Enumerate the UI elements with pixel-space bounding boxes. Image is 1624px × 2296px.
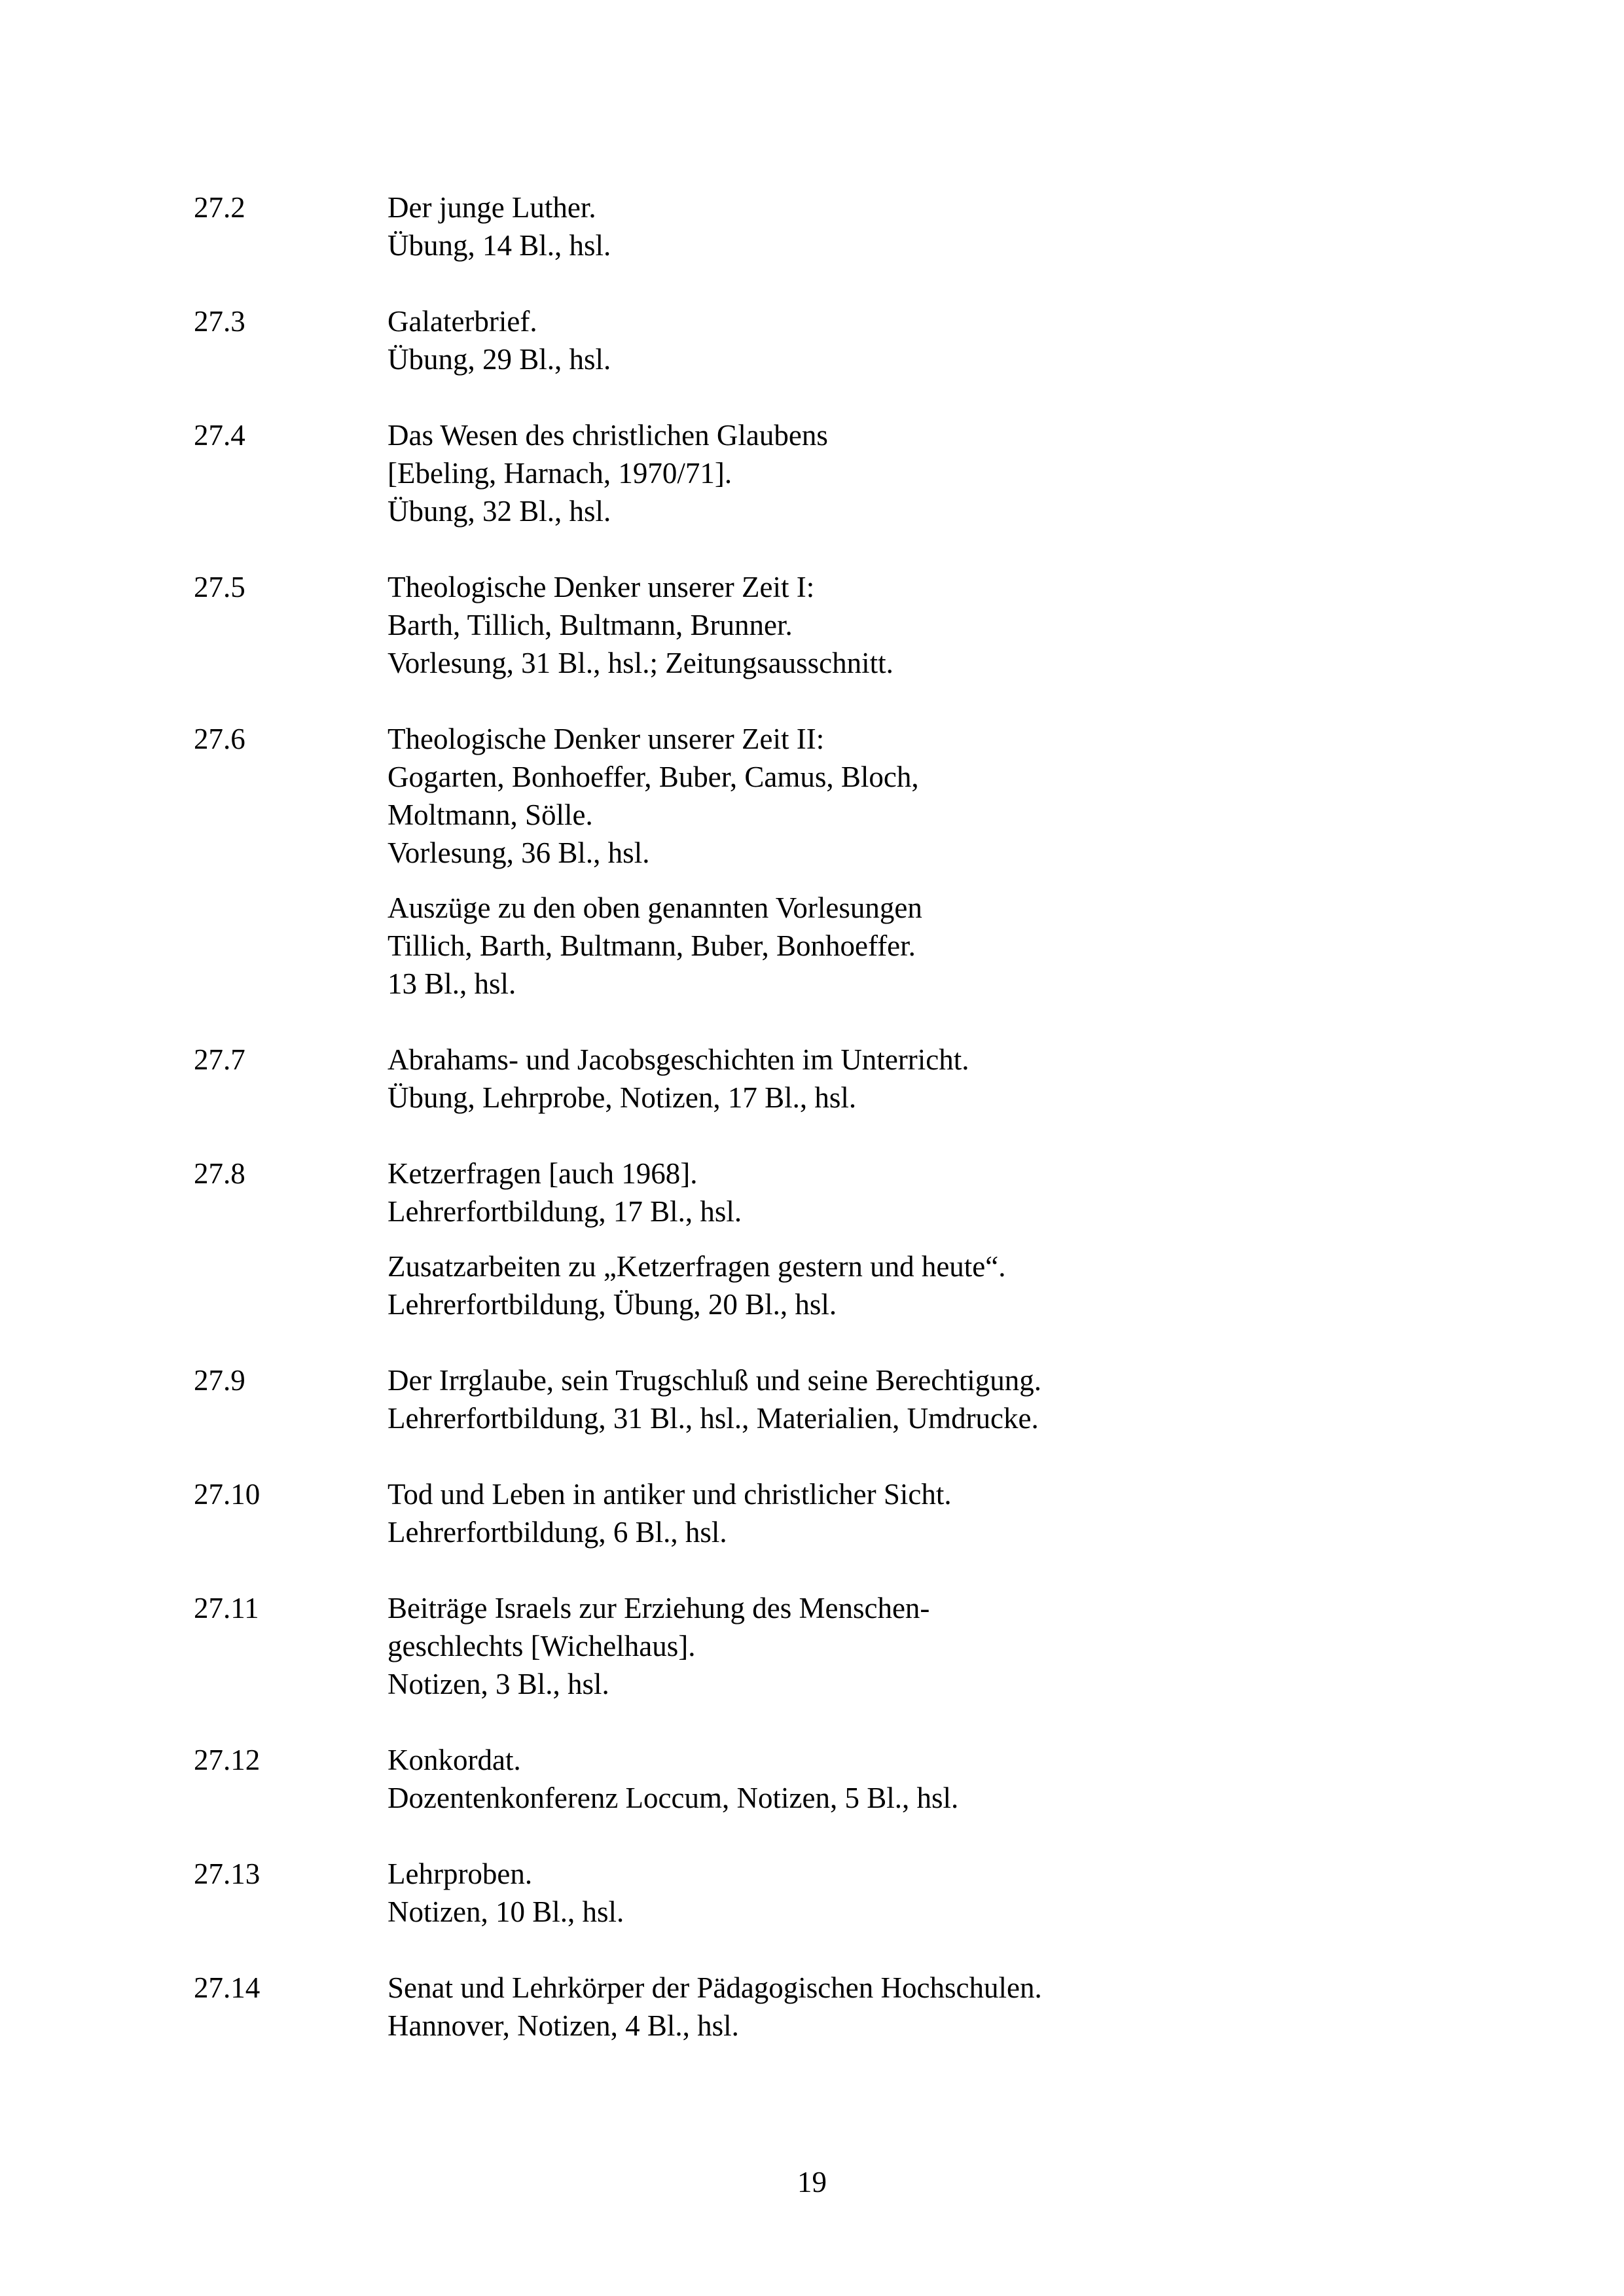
entry-number: 27.7 — [194, 1043, 245, 1076]
entry-line: Notizen, 10 Bl., hsl. — [388, 1895, 624, 1928]
entry-description — [388, 1041, 1437, 1117]
entry-line: Moltmann, Sölle. — [388, 798, 593, 831]
entry-block — [388, 416, 1437, 530]
entry-line: Tod und Leben in antiker und christlicher Sicht. — [388, 1478, 952, 1511]
entry-number: 27.14 — [194, 1971, 261, 2004]
entry-description — [388, 188, 1437, 264]
entry-line: Vorlesung, 36 Bl., hsl. — [388, 836, 650, 869]
entry-line: Übung, 32 Bl., hsl. — [388, 495, 611, 528]
entry-block — [388, 720, 1437, 872]
entry-line: Auszüge zu den oben genannten Vorlesungen — [388, 891, 922, 924]
entry-line: Übung, 29 Bl., hsl. — [388, 343, 611, 376]
entry-line: Lehrerfortbildung, 31 Bl., hsl., Materialien, Umdrucke. — [388, 1402, 1039, 1435]
entry-number: 27.6 — [194, 723, 245, 755]
entry-row — [194, 188, 1437, 264]
entry-line: Der Irrglaube, sein Trugschluß und seine Berechtigung. — [388, 1364, 1041, 1397]
entry-line: Notizen, 3 Bl., hsl. — [388, 1668, 609, 1700]
entry-line: Lehrerfortbildung, 17 Bl., hsl. — [388, 1195, 742, 1228]
entry-number: 27.5 — [194, 571, 245, 603]
entry-line: Das Wesen des christlichen Glaubens — [388, 419, 828, 452]
entry-line: Senat und Lehrkörper der Pädagogischen Hochschulen. — [388, 1971, 1042, 2004]
page-number: 19 — [797, 2166, 827, 2198]
entry-line: Übung, 14 Bl., hsl. — [388, 229, 611, 262]
entry-description — [388, 302, 1437, 378]
entry-line: Theologische Denker unserer Zeit I: — [388, 571, 815, 603]
entry-line: Konkordat. — [388, 1744, 521, 1776]
entry-row — [194, 416, 1437, 530]
entry-line: [Ebeling, Harnach, 1970/71]. — [388, 457, 732, 490]
entry-list — [194, 188, 1437, 2083]
entry-line: Theologische Denker unserer Zeit II: — [388, 723, 825, 755]
entry-row — [194, 568, 1437, 682]
entry-description — [388, 1855, 1437, 1931]
entry-row — [194, 302, 1437, 378]
entry-line: Vorlesung, 31 Bl., hsl.; Zeitungsausschnitt. — [388, 647, 893, 679]
entry-line: Abrahams- und Jacobsgeschichten im Unterricht. — [388, 1043, 969, 1076]
entry-description — [388, 1155, 1437, 1323]
entry-block — [388, 1969, 1437, 2045]
entry-block — [388, 1589, 1437, 1703]
entry-number: 27.4 — [194, 419, 245, 452]
entry-number: 27.11 — [194, 1592, 259, 1624]
entry-description — [388, 1969, 1437, 2045]
entry-line: Lehrproben. — [388, 1857, 533, 1890]
entry-row — [194, 1361, 1437, 1437]
entry-number: 27.8 — [194, 1157, 245, 1190]
entry-block — [388, 1247, 1437, 1323]
entry-line: Gogarten, Bonhoeffer, Buber, Camus, Bloch, — [388, 761, 919, 793]
entry-row — [194, 1969, 1437, 2045]
entry-line: Tillich, Barth, Bultmann, Buber, Bonhoeffer. — [388, 929, 916, 962]
entry-description — [388, 416, 1437, 530]
entry-row — [194, 1475, 1437, 1551]
entry-line: Lehrerfortbildung, 6 Bl., hsl. — [388, 1516, 727, 1549]
entry-block — [388, 302, 1437, 378]
entry-line: Hannover, Notizen, 4 Bl., hsl. — [388, 2009, 739, 2042]
entry-description — [388, 1475, 1437, 1551]
entry-row — [194, 1741, 1437, 1817]
entry-row — [194, 1041, 1437, 1117]
entry-block — [388, 1155, 1437, 1230]
entry-description — [388, 720, 1437, 1003]
entry-line: 13 Bl., hsl. — [388, 967, 516, 1000]
entry-block — [388, 1855, 1437, 1931]
entry-number: 27.9 — [194, 1364, 245, 1397]
entry-description — [388, 1589, 1437, 1703]
entry-description — [388, 568, 1437, 682]
entry-number: 27.3 — [194, 305, 245, 338]
entry-line: Lehrerfortbildung, Übung, 20 Bl., hsl. — [388, 1288, 837, 1321]
entry-row — [194, 720, 1437, 1003]
entry-block — [388, 188, 1437, 264]
entry-block — [388, 1475, 1437, 1551]
entry-line: geschlechts [Wichelhaus]. — [388, 1630, 696, 1662]
entry-number: 27.10 — [194, 1478, 261, 1511]
entry-line: Übung, Lehrprobe, Notizen, 17 Bl., hsl. — [388, 1081, 857, 1114]
entry-line: Galaterbrief. — [388, 305, 537, 338]
entry-row — [194, 1855, 1437, 1931]
entry-number: 27.2 — [194, 191, 245, 224]
entry-number: 27.13 — [194, 1857, 261, 1890]
entry-description — [388, 1741, 1437, 1817]
entry-description — [388, 1361, 1437, 1437]
entry-block — [388, 568, 1437, 682]
entry-block — [388, 889, 1437, 1003]
entry-block — [388, 1741, 1437, 1817]
entry-row — [194, 1589, 1437, 1703]
entry-line: Der junge Luther. — [388, 191, 596, 224]
entry-row — [194, 1155, 1437, 1323]
entry-line: Ketzerfragen [auch 1968]. — [388, 1157, 698, 1190]
entry-block — [388, 1041, 1437, 1117]
entry-line: Zusatzarbeiten zu „Ketzerfragen gestern und heute“. — [388, 1250, 1006, 1283]
entry-line: Dozentenkonferenz Loccum, Notizen, 5 Bl., hsl. — [388, 1782, 959, 1814]
entry-line: Barth, Tillich, Bultmann, Brunner. — [388, 609, 793, 641]
entry-line: Beiträge Israels zur Erziehung des Menschen- — [388, 1592, 930, 1624]
entry-block — [388, 1361, 1437, 1437]
entry-number: 27.12 — [194, 1744, 261, 1776]
